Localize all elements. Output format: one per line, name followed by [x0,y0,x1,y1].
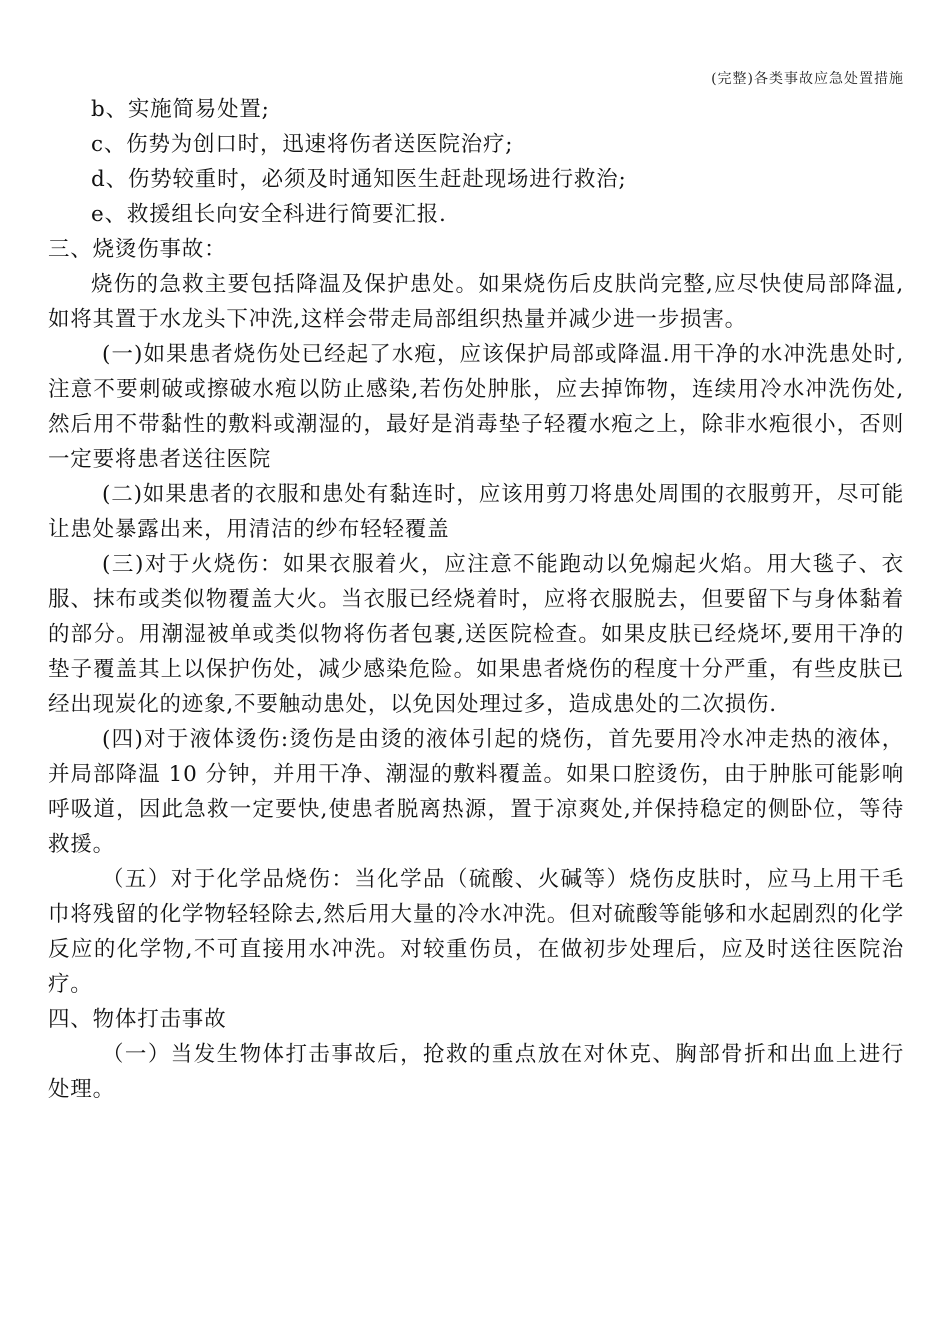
list-item-b: b、实施简易处置; [91,97,270,122]
running-header: (完整)各类事故应急处置措施 [711,71,904,87]
section-heading-impact: 四、物体打击事故 [48,1007,227,1032]
paragraph-burns-fire: (三)对于火烧伤：如果衣服着火，应注意不能跑动以免煽起火焰。用大毯子、衣服、抹布或类似物覆盖大火。当衣服已经烧着时，应将衣服脱去，但要留下与身体黏着的部分。用潮湿被单或类似物将伤者包裹,送医院检查。如果皮肤已经烧坏,要用干净的垫子覆盖其上以保护伤处，减少感染危险。如果患者烧伤的程度十分严重，有些皮肤已经出现炭化的迹象,不要触动患处，以免因处理过多，造成患处的二次损伤. [48,552,904,717]
paragraph-burns-clothing: (二)如果患者的衣服和患处有黏连时，应该用剪刀将患处周围的衣服剪开，尽可能让患处暴露出来，用清洁的纱布轻轻覆盖 [48,482,904,542]
document-body [48,92,904,1107]
paragraph-burns-intro: 烧伤的急救主要包括降温及保护患处。如果烧伤后皮肤尚完整,应尽快使局部降温,如将其置于水龙头下冲洗,这样会带走局部组织热量并减少进一步损害。 [48,272,904,332]
paragraph-burns-liquid: (四)对于液体烫伤:烫伤是由烫的液体引起的烧伤，首先要用冷水冲走热的液体，并局部降温 10 分钟，并用干净、潮湿的敷料覆盖。如果口腔烫伤，由于肿胀可能影响呼吸道，因此急救一定要快,使患者脱离热源，置于凉爽处,并保持稳定的侧卧位，等待救援。 [48,727,904,857]
section-heading-burns: 三、烧烫伤事故： [48,237,227,262]
paragraph-burns-chemical: （五）对于化学品烧伤：当化学品（硫酸、火碱等）烧伤皮肤时，应马上用干毛巾将残留的化学物轻轻除去,然后用大量的冷水冲洗。但对硫酸等能够和水起剧烈的化学反应的化学物,不可直接用水冲洗。对较重伤员，在做初步处理后，应及时送往医院治疗。 [48,867,904,997]
list-item-c: c、伤势为创口时，迅速将伤者送医院治疗; [91,132,514,157]
list-item-e: e、救援组长向安全科进行简要汇报. [91,202,447,227]
list-item-d: d、伤势较重时，必须及时通知医生赶赴现场进行救治; [91,167,627,192]
paragraph-burns-blisters: (一)如果患者烧伤处已经起了水疱，应该保护局部或降温.用干净的水冲洗患处时,注意不要刺破或擦破水疱以防止感染,若伤处肿胀，应去掉饰物，连续用冷水冲洗伤处,然后用不带黏性的敷料或潮湿的，最好是消毒垫子轻覆水疱之上，除非水疱很小，否则一定要将患者送往医院 [48,342,904,472]
paragraph-impact-first: （一）当发生物体打击事故后，抢救的重点放在对休克、胸部骨折和出血上进行处理。 [48,1042,904,1102]
